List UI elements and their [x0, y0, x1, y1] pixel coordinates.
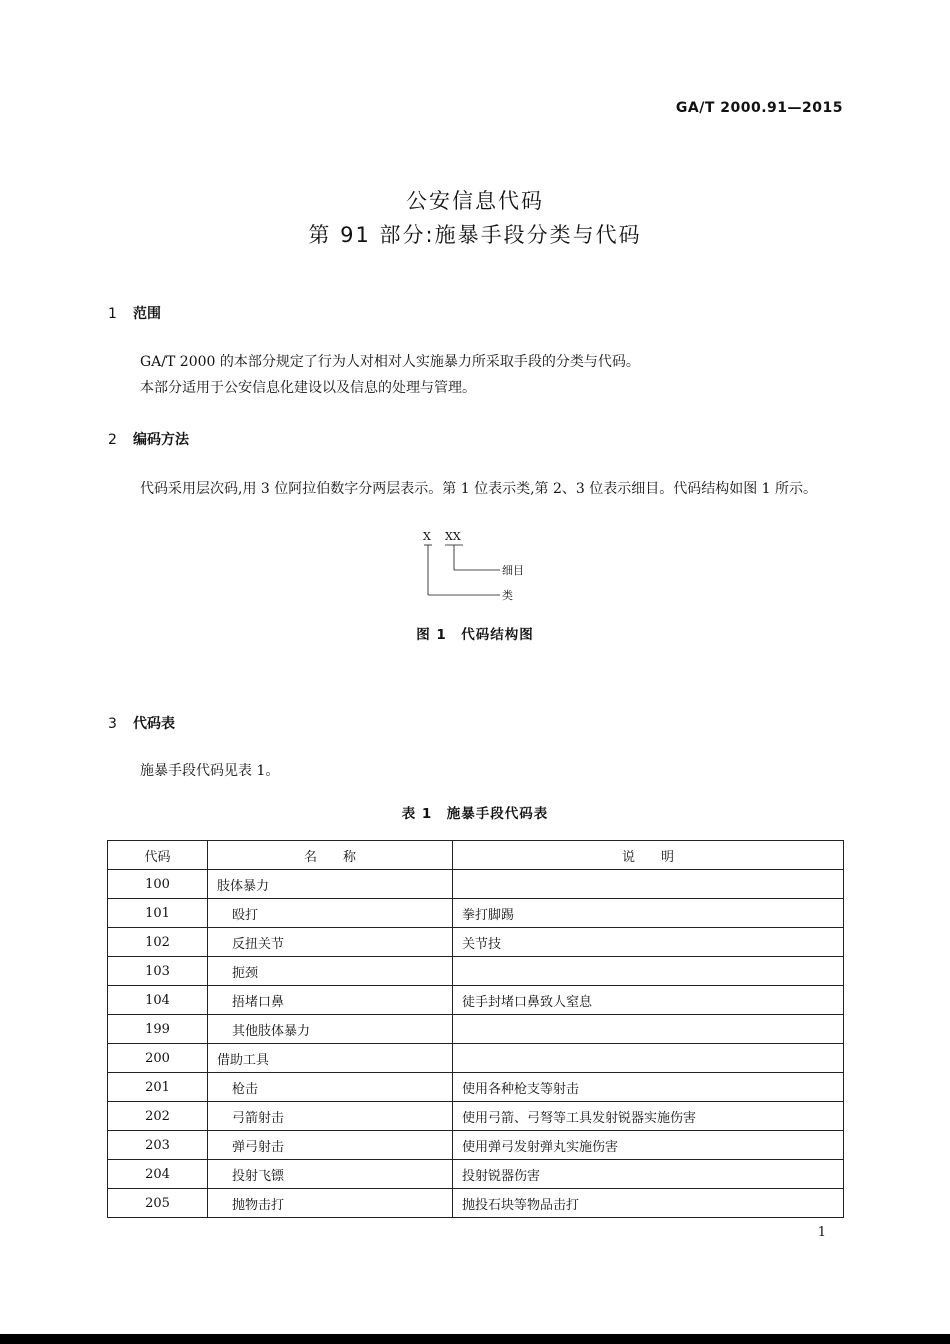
row-code: 201	[108, 1073, 208, 1102]
row-code: 203	[108, 1131, 208, 1160]
row-name: 弓箭射击	[208, 1102, 453, 1131]
table-row	[108, 1015, 844, 1044]
row-code: 202	[108, 1102, 208, 1131]
section-2-number: 2	[108, 432, 117, 448]
table-row	[108, 1131, 844, 1160]
table-row	[108, 1189, 844, 1218]
figure-caption: 图 1 代码结构图	[416, 627, 534, 643]
diagram-class-label: 类	[502, 589, 513, 602]
table-row	[108, 1160, 844, 1189]
section-3-title: 代码表	[133, 716, 175, 732]
section-2-title: 编码方法	[133, 432, 189, 448]
table-row	[108, 1102, 844, 1131]
row-name: 弹弓射击	[208, 1131, 453, 1160]
row-description: 使用弓箭、弓弩等工具发射锐器实施伤害	[453, 1102, 844, 1131]
section-2-heading	[108, 429, 189, 449]
diagram-class-code: X	[423, 530, 431, 543]
diagram-detail-label: 细目	[502, 564, 524, 577]
row-code: 199	[108, 1015, 208, 1044]
table-row	[108, 899, 844, 928]
row-description: 投射锐器伤害	[453, 1160, 844, 1189]
row-description	[453, 1044, 844, 1073]
code-table	[107, 840, 844, 1218]
table-row	[108, 870, 844, 899]
row-name: 反扭关节	[208, 928, 453, 957]
row-description: 徒手封堵口鼻致人窒息	[453, 986, 844, 1015]
table-row	[108, 1044, 844, 1073]
table-row	[108, 957, 844, 986]
row-description: 拳打脚踢	[453, 899, 844, 928]
table-body	[108, 870, 844, 1218]
header-code: 代码	[108, 841, 208, 870]
header-name: 名 称	[208, 841, 453, 870]
section-1-paragraph-1: GA/T 2000 的本部分规定了行为人对相对人实施暴力所采取手段的分类与代码。	[140, 354, 640, 370]
row-name: 扼颈	[208, 957, 453, 986]
row-description	[453, 1015, 844, 1044]
row-name: 其他肢体暴力	[208, 1015, 453, 1044]
row-name: 殴打	[208, 899, 453, 928]
row-description: 抛投石块等物品击打	[453, 1189, 844, 1218]
diagram-detail-code: XX	[445, 530, 461, 543]
table-row	[108, 986, 844, 1015]
row-code: 204	[108, 1160, 208, 1189]
table-row	[108, 1073, 844, 1102]
code-structure-diagram	[415, 528, 555, 608]
row-name: 投射飞镖	[208, 1160, 453, 1189]
section-1-heading	[108, 303, 161, 323]
row-code: 102	[108, 928, 208, 957]
row-code: 104	[108, 986, 208, 1015]
document-subtitle: 第 91 部分:施暴手段分类与代码	[308, 223, 642, 247]
diagram-lines	[415, 528, 555, 608]
table-caption: 表 1 施暴手段代码表	[401, 806, 549, 822]
section-2-paragraph: 代码采用层次码,用 3 位阿拉伯数字分两层表示。第 1 位表示类,第 2、3 位表示细目。代码结构如图 1 所示。	[140, 481, 818, 497]
row-description	[453, 870, 844, 899]
section-3-paragraph: 施暴手段代码见表 1。	[140, 763, 280, 779]
page-number: 1	[817, 1225, 826, 1240]
row-description: 使用弹弓发射弹丸实施伤害	[453, 1131, 844, 1160]
section-3-number: 3	[108, 716, 117, 732]
row-code: 101	[108, 899, 208, 928]
row-description	[453, 957, 844, 986]
header-description: 说 明	[453, 841, 844, 870]
row-code: 205	[108, 1189, 208, 1218]
bottom-edge-bar	[0, 1334, 950, 1344]
row-code: 100	[108, 870, 208, 899]
row-name: 肢体暴力	[208, 870, 453, 899]
row-name: 枪击	[208, 1073, 453, 1102]
row-name: 捂堵口鼻	[208, 986, 453, 1015]
row-name: 抛物击打	[208, 1189, 453, 1218]
section-1-title: 范围	[133, 306, 161, 322]
row-description: 使用各种枪支等射击	[453, 1073, 844, 1102]
document-title: 公安信息代码	[406, 189, 544, 213]
standard-number: GA/T 2000.91—2015	[675, 100, 843, 116]
table-row	[108, 928, 844, 957]
row-name: 借助工具	[208, 1044, 453, 1073]
section-1-number: 1	[108, 306, 117, 322]
section-3-heading	[108, 713, 175, 733]
row-code: 103	[108, 957, 208, 986]
row-description: 关节技	[453, 928, 844, 957]
row-code: 200	[108, 1044, 208, 1073]
table-header-row	[108, 841, 844, 870]
section-1-paragraph-2: 本部分适用于公安信息化建设以及信息的处理与管理。	[140, 380, 476, 396]
